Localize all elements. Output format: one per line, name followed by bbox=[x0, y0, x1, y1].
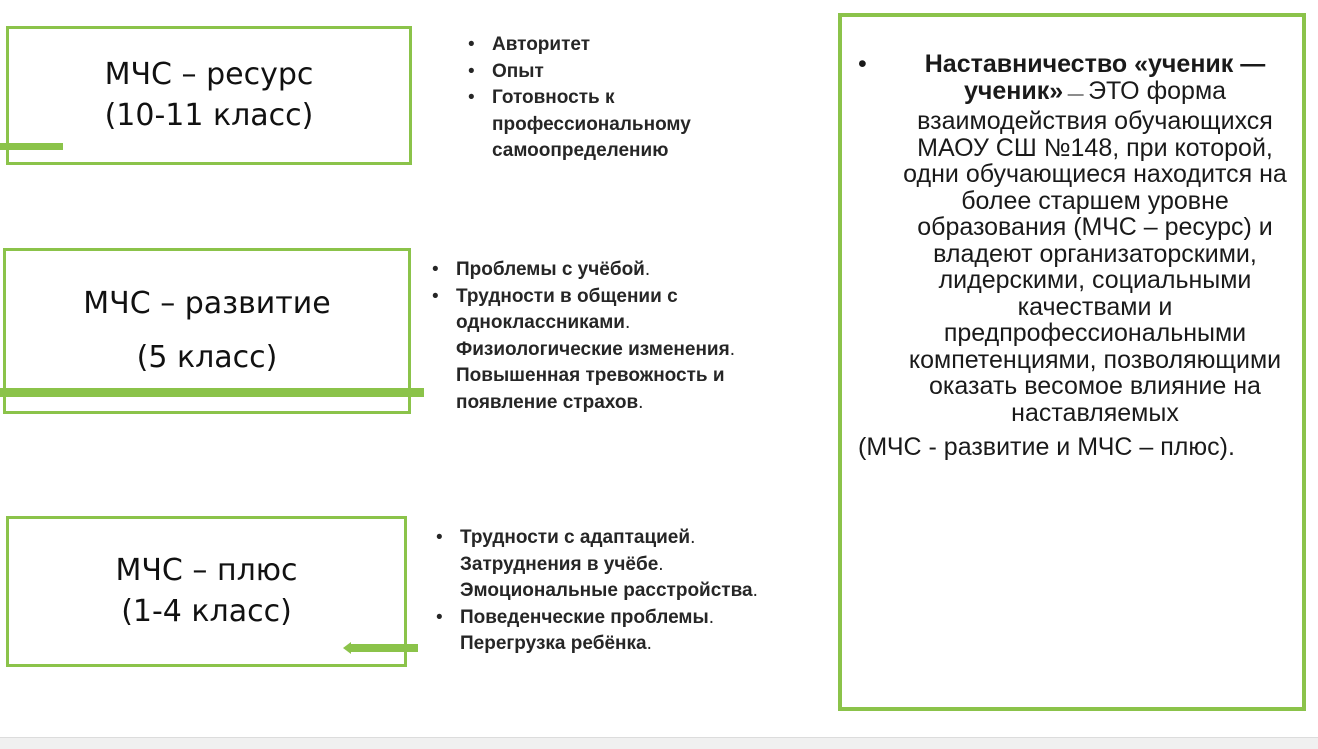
list-item: • Проблемы с учёбой. bbox=[432, 257, 822, 284]
resource-traits-list bbox=[468, 32, 788, 165]
list-item: • Авторитет bbox=[468, 32, 788, 59]
definition-footer: (МЧС - развитие и МЧС – плюс). bbox=[858, 433, 1235, 461]
arrow-left-icon bbox=[343, 642, 351, 654]
plus-issues-list bbox=[436, 525, 826, 658]
group-box-plus-grade: (1-4 класс) bbox=[121, 593, 292, 629]
definition-dash: — bbox=[1063, 85, 1089, 103]
accent-bar-resource bbox=[0, 143, 63, 150]
bottom-bar bbox=[0, 737, 1318, 749]
bullet-icon: • bbox=[858, 50, 867, 78]
definition-description: ЭТО форма взаимодействия обучающихся МАОУ СШ №148, при которой, одни обучающиеся находится на более старшем уровне образования (МЧС – ресурс) и владеют организаторскими, лидерскими, социальными качествами и предпрофессиональными компетенциями, позволяющими оказать весомое влияние на наставляемых bbox=[903, 76, 1287, 427]
group-box-development-title: МЧС – развитие bbox=[83, 285, 331, 321]
group-box-plus-title: МЧС – плюс bbox=[115, 553, 298, 588]
list-item: Эмоциональные расстройства. bbox=[460, 580, 758, 601]
list-item: Физиологические изменения. bbox=[456, 338, 735, 360]
accent-arrow-plus bbox=[349, 644, 418, 652]
list-item: Перегрузка ребёнка. bbox=[460, 633, 652, 654]
list-item: • Трудности с адаптацией. bbox=[436, 525, 826, 552]
definition-text bbox=[858, 51, 1290, 461]
group-box-resource-grade: (10-11 класс) bbox=[104, 97, 314, 133]
group-box-resource-title: МЧС – ресурс bbox=[104, 57, 314, 92]
list-item: Затруднения в учёбе. bbox=[460, 553, 664, 575]
definition-body bbox=[900, 51, 1290, 426]
accent-bar-development bbox=[0, 388, 424, 397]
group-box-resource bbox=[6, 26, 412, 165]
list-item: • Готовность к профессиональному самоопределению bbox=[468, 85, 788, 165]
definition-term: Наставничество «ученик — ученик» bbox=[924, 50, 1266, 105]
definition-panel bbox=[838, 13, 1306, 711]
group-box-development-grade: (5 класс) bbox=[136, 340, 278, 375]
list-item: • Трудности в общении с одноклассниками. bbox=[432, 284, 822, 337]
development-issues-list bbox=[432, 257, 822, 416]
list-item: Повышенная тревожность и появление страхов. bbox=[456, 365, 725, 413]
list-item: • Поведенческие проблемы. bbox=[436, 605, 826, 632]
list-item: • Опыт bbox=[468, 59, 788, 86]
